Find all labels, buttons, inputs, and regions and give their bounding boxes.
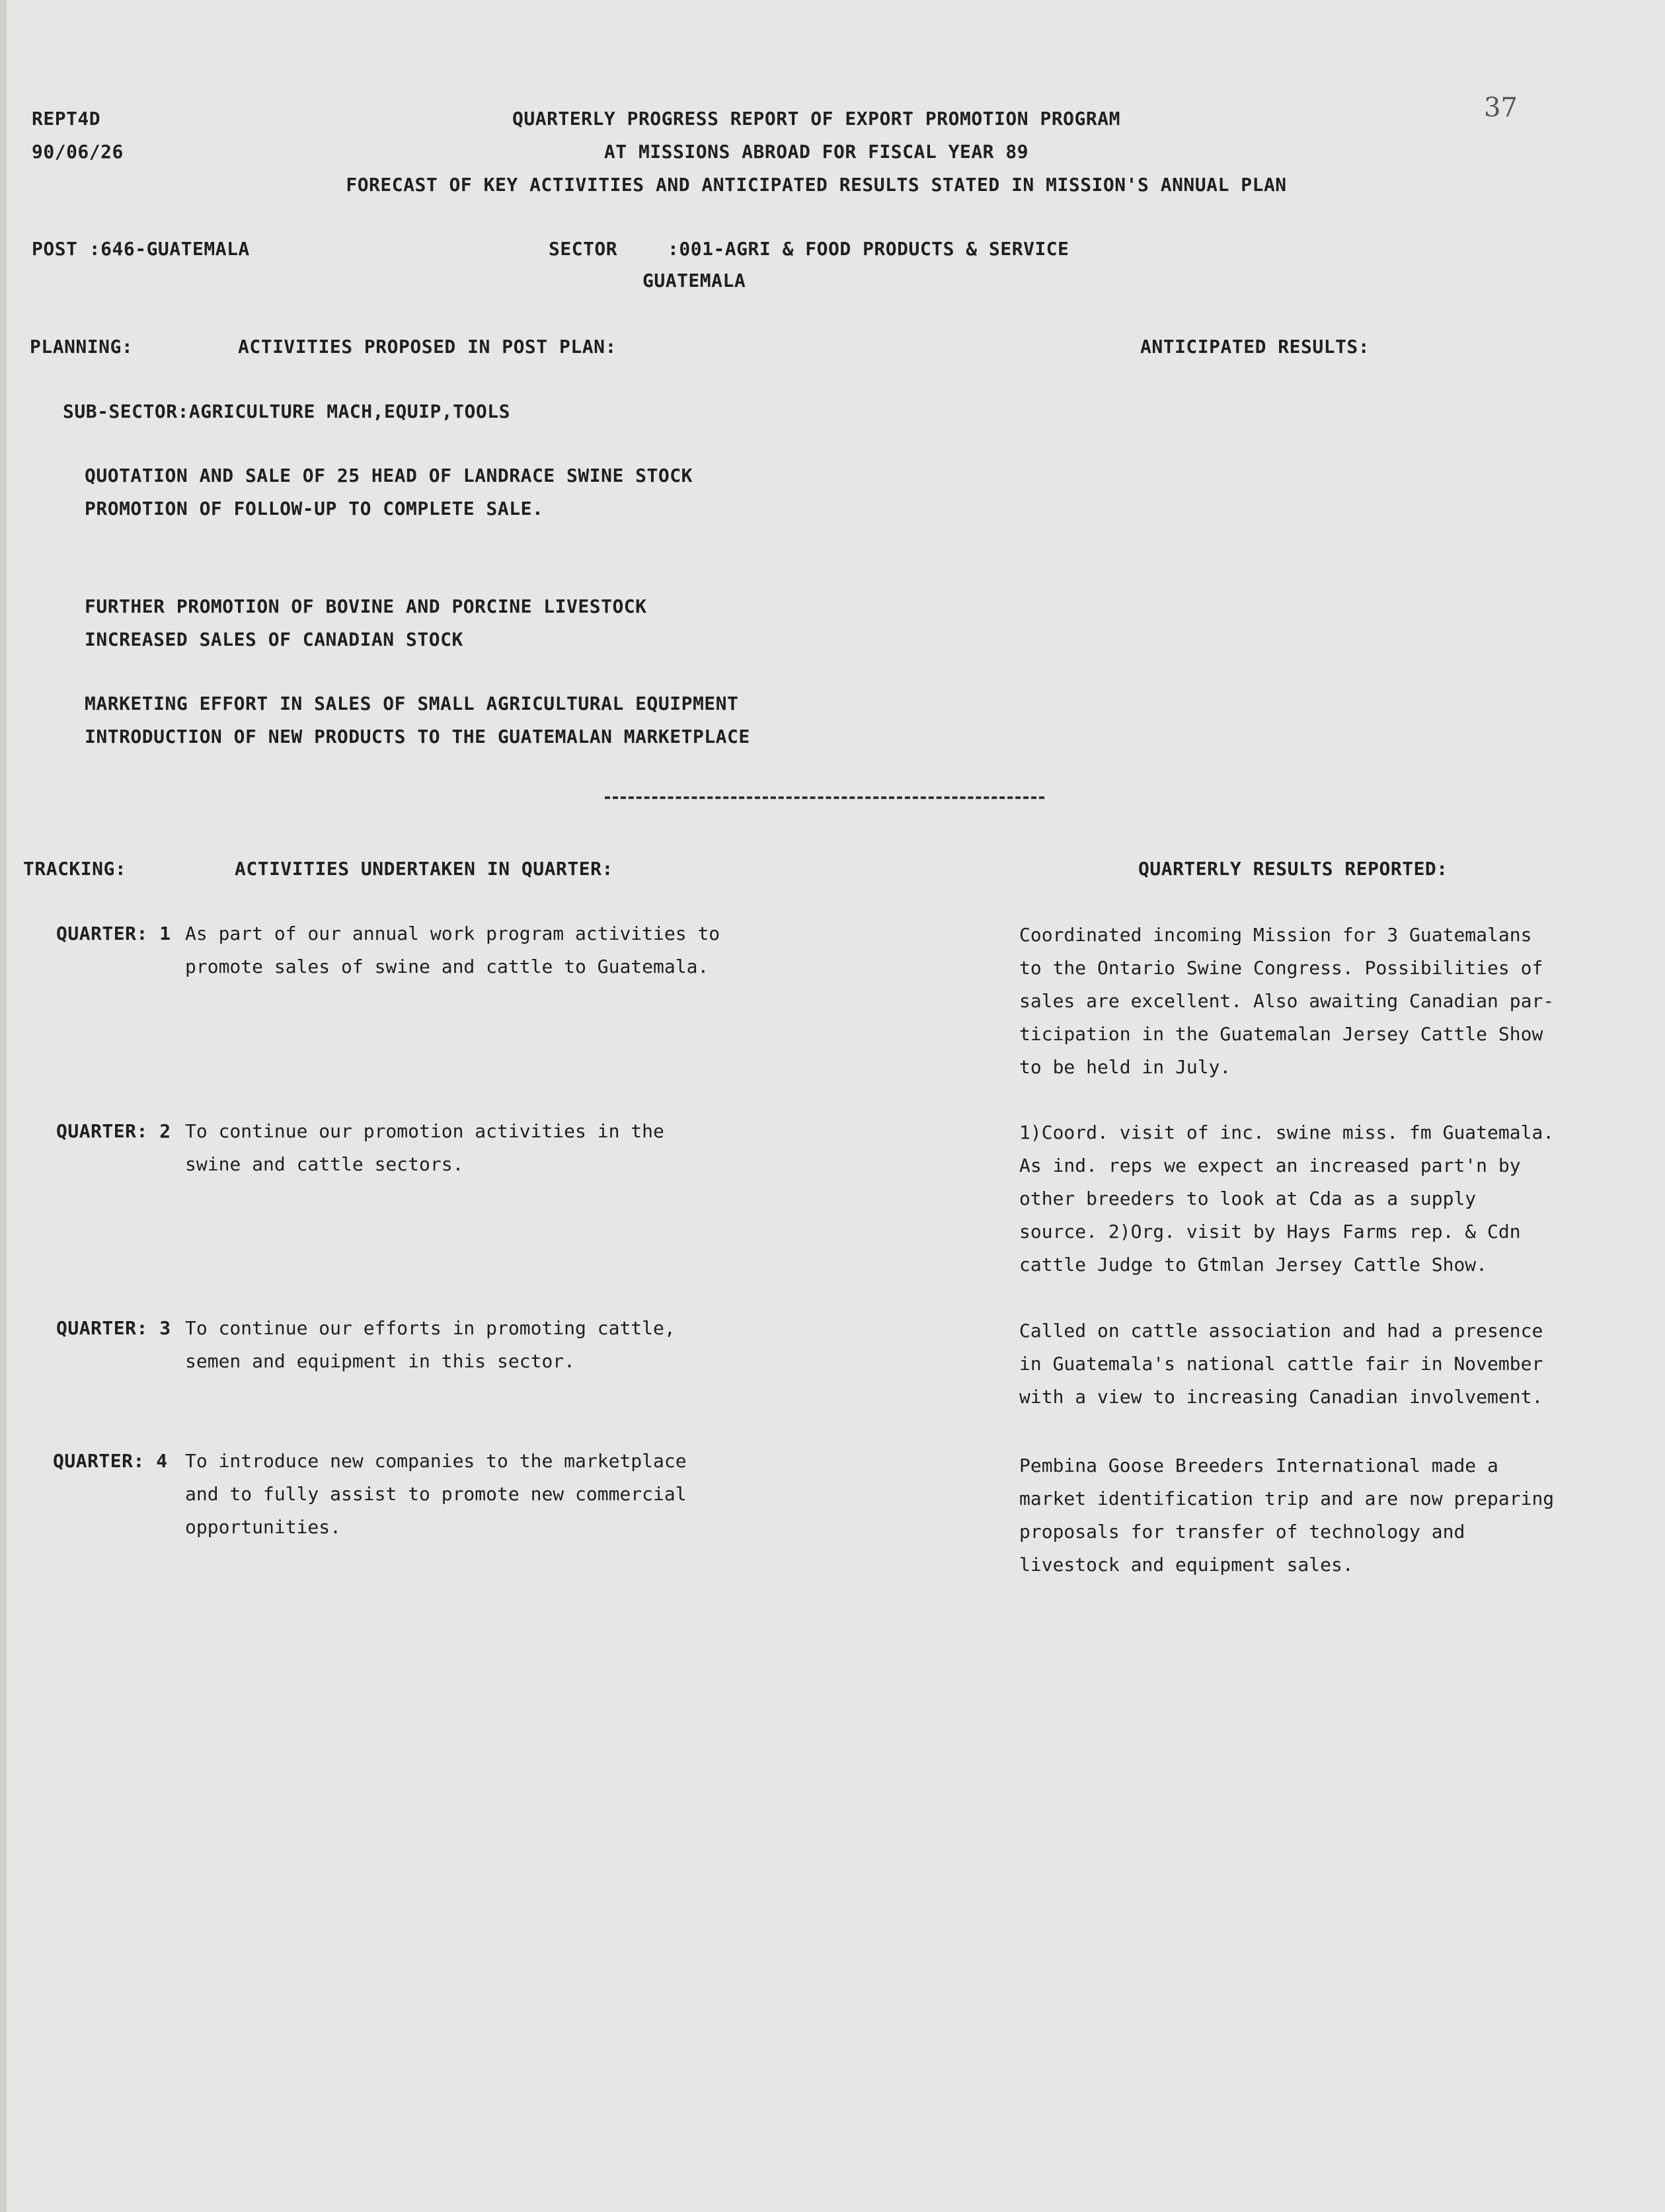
quarter-3-label: QUARTER: 3 — [56, 1317, 171, 1339]
quarter-2-label: QUARTER: 2 — [56, 1120, 171, 1142]
quarter-4-label: QUARTER: 4 — [53, 1450, 168, 1472]
quarter-1-result: Coordinated incoming Mission for 3 Guatemalans to the Ontario Swine Congress. Possibilities of sales are excellent. Also awaiting Canadian par- ticipation in the Guatemalan Jersey Cattle Show to be held in July. — [1019, 924, 1555, 1078]
sector-label: SECTOR — [549, 238, 618, 260]
planning-item-1-line1: QUOTATION AND SALE OF 25 HEAD OF LANDRACE SWINE STOCK — [85, 465, 693, 486]
quarter-2-result: 1)Coord. visit of inc. swine miss. fm Guatemala. As ind. reps we expect an increased part'n by other breeders to look at Cda as a supply source. 2)Org. visit by Hays Farms rep. & Cdn cattle Judge to Gtmlan Jersey Cattle Show. — [1019, 1122, 1555, 1276]
report-title-line1: QUARTERLY PROGRESS REPORT OF EXPORT PROMOTION PROGRAM — [512, 108, 1120, 130]
quarter-3-result: Called on cattle association and had a presence in Guatemala's national cattle fair in November with a view to increasing Canadian involvement. — [1019, 1320, 1543, 1408]
binder-edge — [0, 0, 7, 2212]
planning-item-1-line2: PROMOTION OF FOLLOW-UP TO COMPLETE SALE. — [85, 498, 544, 519]
sector-country: GUATEMALA — [642, 270, 746, 291]
page-number: 37 — [1484, 93, 1518, 123]
planning-label: PLANNING: — [30, 336, 134, 358]
planning-activities-heading: ACTIVITIES PROPOSED IN POST PLAN: — [238, 336, 617, 358]
quarter-3-activity: To continue our efforts in promoting cattle, semen and equipment in this sector. — [185, 1317, 676, 1372]
quarter-1-label: QUARTER: 1 — [56, 923, 171, 944]
quarter-2-activity: To continue our promotion activities in the swine and cattle sectors. — [185, 1120, 664, 1175]
planning-item-2-line1: FURTHER PROMOTION OF BOVINE AND PORCINE LIVESTOCK — [85, 595, 647, 617]
post-label: POST :646-GUATEMALA — [32, 238, 250, 260]
quarter-4-result: Pembina Goose Breeders International made a market identification trip and are now preparing proposals for transfer of technology and livestock and equipment sales. — [1019, 1455, 1555, 1576]
subsector: SUB-SECTOR:AGRICULTURE MACH,EQUIP,TOOLS — [63, 400, 510, 422]
tracking-activities-heading: ACTIVITIES UNDERTAKEN IN QUARTER: — [235, 858, 613, 880]
report-title-line2: AT MISSIONS ABROAD FOR FISCAL YEAR 89 — [603, 141, 1029, 163]
planning-item-3-line1: MARKETING EFFORT IN SALES OF SMALL AGRICULTURAL EQUIPMENT — [85, 693, 739, 714]
planning-item-2-line2: INCREASED SALES OF CANADIAN STOCK — [85, 629, 463, 650]
quarter-1-activity: As part of our annual work program activities to promote sales of swine and cattle to Guatemala. — [185, 923, 720, 977]
sector-value: :001-AGRI & FOOD PRODUCTS & SERVICE — [668, 238, 1069, 260]
tracking-results-heading: QUARTERLY RESULTS REPORTED: — [1138, 858, 1448, 880]
planning-results-heading: ANTICIPATED RESULTS: — [1140, 336, 1370, 358]
quarter-4-activity: To introduce new companies to the marketplace and to fully assist to promote new commercial opportunities. — [185, 1450, 687, 1538]
report-date: 90/06/26 — [32, 141, 124, 163]
tracking-label: TRACKING: — [23, 858, 127, 880]
report-title-line3: FORECAST OF KEY ACTIVITIES AND ANTICIPATED RESULTS STATED IN MISSION'S ANNUAL PLAN — [346, 174, 1287, 196]
section-divider — [605, 796, 1044, 799]
planning-item-3-line2: INTRODUCTION OF NEW PRODUCTS TO THE GUATEMALAN MARKETPLACE — [85, 726, 750, 747]
report-code: REPT4D — [32, 108, 101, 130]
